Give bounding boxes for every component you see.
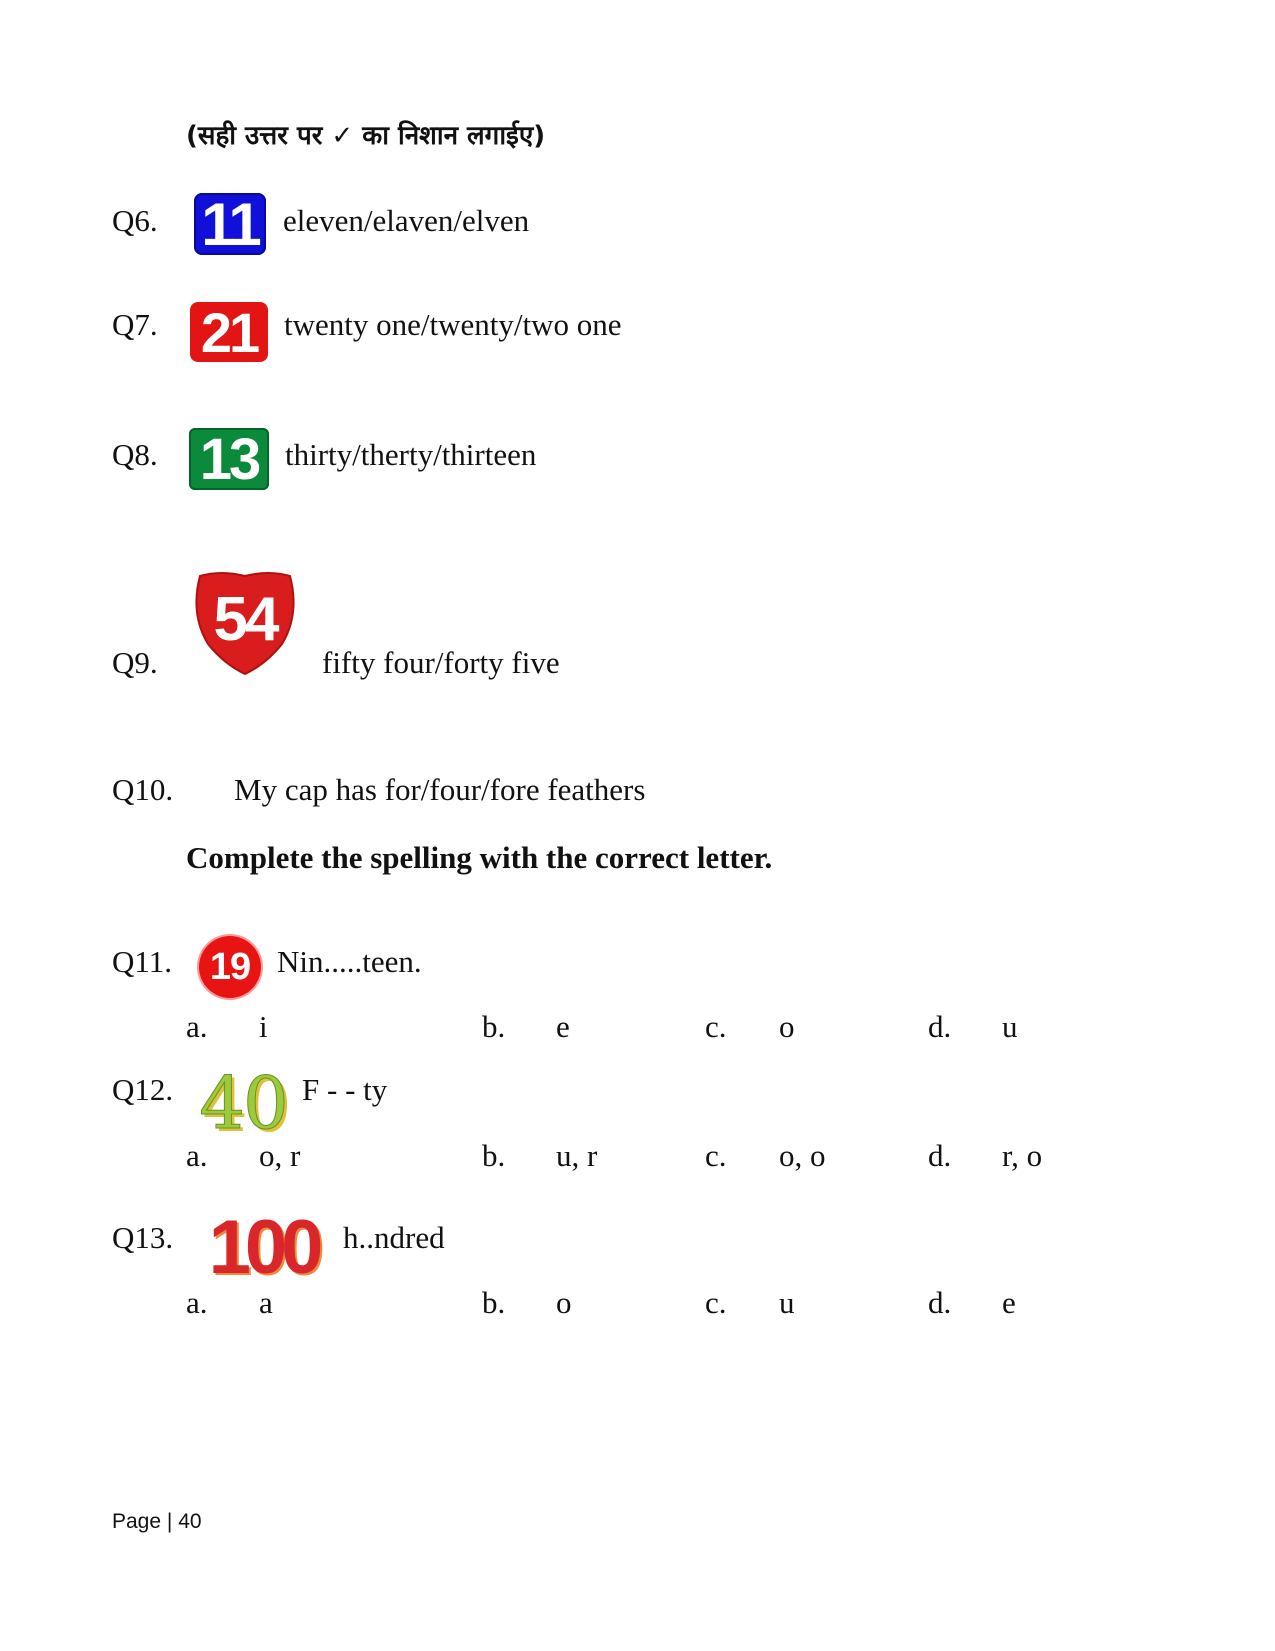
option-value-c[interactable]: o, o bbox=[779, 1138, 826, 1173]
question-text-q9[interactable]: fifty four/forty five bbox=[322, 645, 560, 680]
option-value-c[interactable]: u bbox=[779, 1285, 795, 1320]
number-badge-13: 13 bbox=[189, 428, 269, 490]
question-number-q7: Q7. bbox=[112, 307, 158, 342]
page-separator: | bbox=[166, 1510, 173, 1533]
option-value-a[interactable]: a bbox=[259, 1285, 273, 1320]
number-graphic-40: 40 bbox=[199, 1061, 287, 1145]
section-heading: Complete the spelling with the correct letter. bbox=[186, 840, 773, 875]
question-number-q10: Q10. bbox=[112, 772, 174, 807]
option-label-a: a. bbox=[186, 1285, 208, 1320]
question-number-q13: Q13. bbox=[112, 1220, 174, 1255]
question-number-q6: Q6. bbox=[112, 203, 158, 238]
page-footer bbox=[112, 1510, 202, 1534]
option-label-b: b. bbox=[482, 1009, 506, 1044]
number-badge-11: 11 bbox=[194, 193, 266, 255]
option-value-a[interactable]: o, r bbox=[259, 1138, 301, 1173]
option-label-d: d. bbox=[928, 1138, 952, 1173]
question-number-q8: Q8. bbox=[112, 437, 158, 472]
question-text-q6[interactable]: eleven/elaven/elven bbox=[283, 203, 530, 238]
option-value-d[interactable]: r, o bbox=[1002, 1138, 1043, 1173]
question-text-q11: Nin.....teen. bbox=[277, 944, 422, 979]
number-badge-21: 21 bbox=[190, 302, 268, 362]
option-label-c: c. bbox=[705, 1138, 727, 1173]
option-label-c: c. bbox=[705, 1009, 727, 1044]
option-label-b: b. bbox=[482, 1285, 506, 1320]
option-label-d: d. bbox=[928, 1285, 952, 1320]
question-number-q11: Q11. bbox=[112, 944, 172, 979]
option-value-c[interactable]: o bbox=[779, 1009, 795, 1044]
option-value-b[interactable]: e bbox=[556, 1009, 570, 1044]
option-value-b[interactable]: o bbox=[556, 1285, 572, 1320]
option-value-a[interactable]: i bbox=[259, 1009, 268, 1044]
option-label-b: b. bbox=[482, 1138, 506, 1173]
instruction-text: (सही उत्तर पर ✓ का निशान लगाईए) bbox=[186, 121, 546, 151]
question-text-q10[interactable]: My cap has for/four/fore feathers bbox=[234, 772, 646, 807]
question-text-q12: F - - ty bbox=[302, 1072, 388, 1107]
option-value-d[interactable]: u bbox=[1002, 1009, 1018, 1044]
shield-badge-54 bbox=[188, 568, 302, 676]
option-label-c: c. bbox=[705, 1285, 727, 1320]
question-number-q9: Q9. bbox=[112, 645, 158, 680]
question-number-q12: Q12. bbox=[112, 1072, 174, 1107]
option-label-d: d. bbox=[928, 1009, 952, 1044]
page-number: 40 bbox=[178, 1510, 202, 1533]
option-label-a: a. bbox=[186, 1009, 208, 1044]
option-label-a: a. bbox=[186, 1138, 208, 1173]
question-text-q7[interactable]: twenty one/twenty/two one bbox=[284, 307, 622, 342]
question-text-q8[interactable]: thirty/therty/thirteen bbox=[285, 437, 537, 472]
question-text-q13: h..ndred bbox=[343, 1220, 445, 1255]
number-graphic-100: 100 bbox=[208, 1204, 318, 1290]
page-label: Page bbox=[112, 1510, 162, 1533]
badge-number-54: 54 bbox=[213, 585, 277, 654]
option-value-b[interactable]: u, r bbox=[556, 1138, 598, 1173]
option-value-d[interactable]: e bbox=[1002, 1285, 1016, 1320]
number-badge-19: 19 bbox=[199, 936, 261, 998]
shield-icon bbox=[188, 568, 302, 676]
